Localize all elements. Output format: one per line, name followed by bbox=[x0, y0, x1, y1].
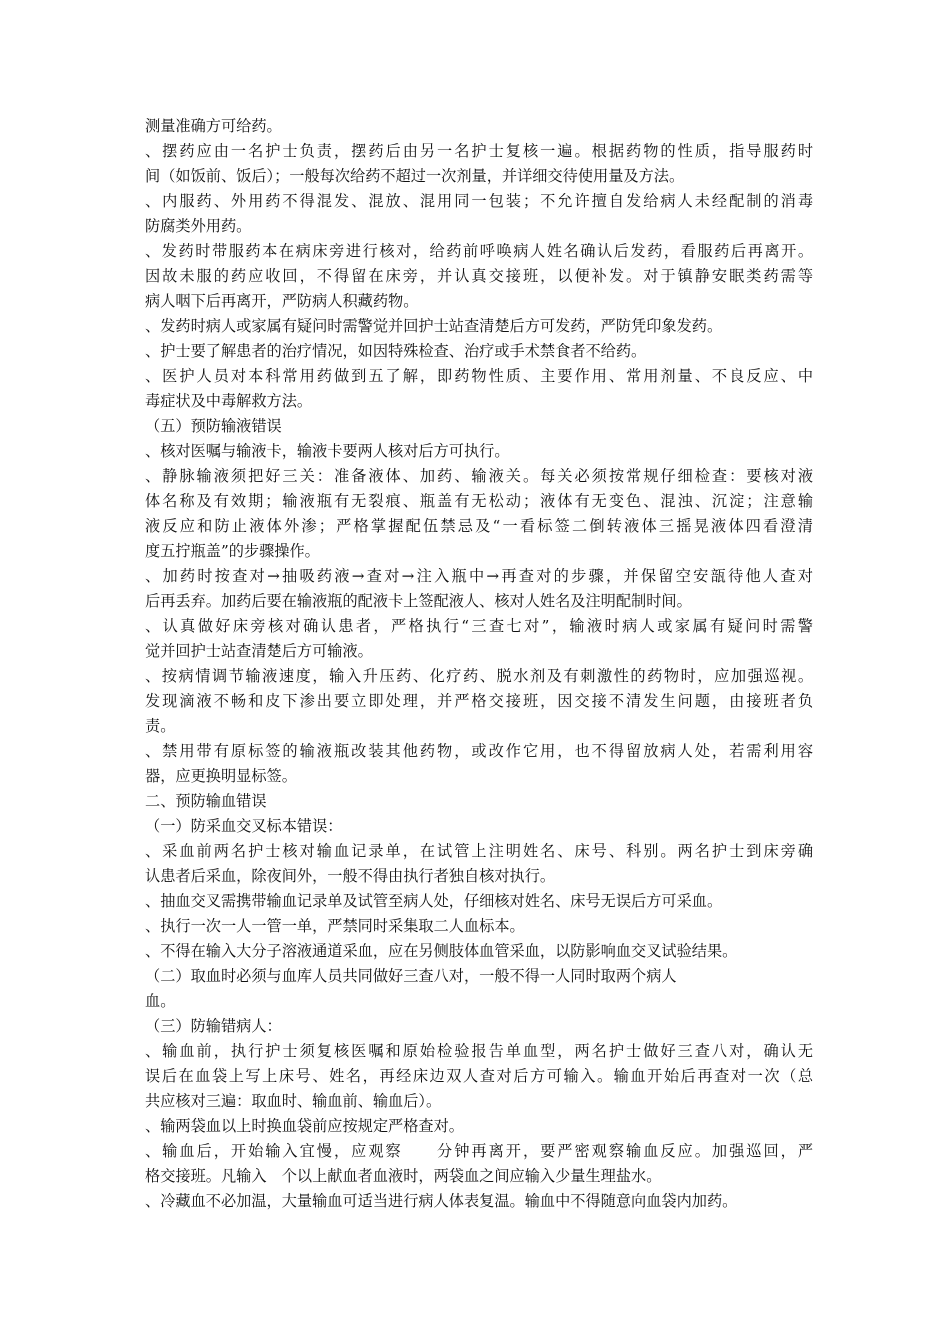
text-line: 后再丢弃。加药后要在输液瓶的配液卡上签配液人、核对人姓名及注明配制时间。 bbox=[145, 592, 692, 610]
text-line: 、护士要了解患者的治疗情况，如因特殊检查、治疗或手术禁食者不给药。 bbox=[145, 342, 647, 360]
text-line: 、静脉输液须把好三关：准备液体、加药、输液关。每关必须按常规仔细检查：要核对液 bbox=[145, 467, 813, 485]
text-line: 体名称及有效期；输液瓶有无裂痕、瓶盖有无松动；液体有无变色、混浊、沉淀；注意输 bbox=[145, 492, 813, 510]
text-line: 、按病情调节输液速度，输入升压药、化疗药、脱水剂及有刺激性的药物时，应加强巡视。 bbox=[145, 667, 813, 685]
text-line: 、内服药、外用药不得混发、混放、混用同一包装；不允许擅自发给病人未经配制的消毒 bbox=[145, 192, 813, 210]
text-line: 血。 bbox=[145, 992, 176, 1010]
text-line: 觉并回护士站查清楚后方可输液。 bbox=[145, 642, 373, 660]
text-line: 、输两袋血以上时换血袋前应按规定严格查对。 bbox=[145, 1117, 464, 1135]
text-line: 、发药时病人或家属有疑问时需警觉并回护士站查清楚后方可发药，严防凭印象发药。 bbox=[145, 317, 723, 335]
text-line: 、核对医嘱与输液卡，输液卡要两人核对后方可执行。 bbox=[145, 442, 510, 460]
text-line: （一）防采血交叉标本错误： bbox=[145, 817, 343, 835]
text-line: 度五拧瓶盖”的步骤操作。 bbox=[145, 542, 320, 560]
text-line: 、冷藏血不必加温，大量输血可适当进行病人体表复温。输血中不得随意向血袋内加药。 bbox=[145, 1192, 738, 1210]
text-line: 误后在血袋上写上床号、姓名，再经床边双人查对后方可输入。输血开始后再查对一次（总 bbox=[145, 1067, 813, 1085]
text-line: 液反应和防止液体外渗；严格掌握配伍禁忌及“一看标签二倒转液体三摇晃液体四看澄清 bbox=[145, 517, 813, 535]
text-line: 、抽血交叉需携带输血记录单及试管至病人处，仔细核对姓名、床号无误后方可采血。 bbox=[145, 892, 723, 910]
text-line: 共应核对三遍：取血时、输血前、输血后）。 bbox=[145, 1092, 442, 1110]
text-line: 、加药时按查对→抽吸药液→查对→注入瓶中→再查对的步骤，并保留空安瓿待他人查对 bbox=[145, 567, 813, 585]
document-body bbox=[145, 114, 813, 1214]
text-line: （五）预防输液错误 bbox=[145, 417, 282, 435]
text-line: 、医护人员对本科常用药做到五了解，即药物性质、主要作用、常用剂量、不良反应、中 bbox=[145, 367, 813, 385]
text-line: 毒症状及中毒解救方法。 bbox=[145, 392, 313, 410]
text-line: 测量准确方可给药。 bbox=[145, 117, 282, 135]
text-line: 、认真做好床旁核对确认患者，严格执行“三查七对”，输液时病人或家属有疑问时需警 bbox=[145, 617, 813, 635]
text-line: （三）防输错病人： bbox=[145, 1017, 282, 1035]
text-line: 、发药时带服药本在病床旁进行核对，给药前呼唤病人姓名确认后发药，看服药后再离开。 bbox=[145, 242, 813, 260]
text-line: 、摆药应由一名护士负责，摆药后由另一名护士复核一遍。根据药物的性质，指导服药时 bbox=[145, 142, 813, 160]
text-line: 病人咽下后再离开，严防病人积藏药物。 bbox=[145, 292, 419, 310]
text-line: 责。 bbox=[145, 717, 176, 735]
text-line: 认患者后采血，除夜间外，一般不得由执行者独自核对执行。 bbox=[145, 867, 556, 885]
text-line: 因故未服的药应收回，不得留在床旁，并认真交接班，以便补发。对于镇静安眠类药需等 bbox=[145, 267, 813, 285]
text-line: 发现滴液不畅和皮下渗出要立即处理，并严格交接班，因交接不清发生问题，由接班者负 bbox=[145, 692, 813, 710]
text-line: 、采血前两名护士核对输血记录单，在试管上注明姓名、床号、科别。两名护士到床旁确 bbox=[145, 842, 813, 860]
text-line: 间（如饭前、饭后）；一般每次给药不超过一次剂量，并详细交待使用量及方法。 bbox=[145, 167, 685, 185]
text-line: 、输血前，执行护士须复核医嘱和原始检验报告单血型，两名护士做好三查八对，确认无 bbox=[145, 1042, 813, 1060]
text-line: 、执行一次一人一管一单，严禁同时采集取二人血标本。 bbox=[145, 917, 525, 935]
text-line: （二）取血时必须与血库人员共同做好三查八对，一般不得一人同时取两个病人 bbox=[145, 967, 677, 985]
text-line: 、禁用带有原标签的输液瓶改装其他药物，或改作它用，也不得留放病人处，若需利用容 bbox=[145, 742, 813, 760]
text-line: 、输血后，开始输入宜慢，应观察 分钟再离开，要严密观察输血反应。加强巡回，严 bbox=[145, 1142, 813, 1160]
text-line: 防腐类外用药。 bbox=[145, 217, 252, 235]
text-line: 器，应更换明显标签。 bbox=[145, 767, 297, 785]
text-line: 二、预防输血错误 bbox=[145, 792, 267, 810]
text-line: 格交接班。凡输入 个以上献血者血液时，两袋血之间应输入少量生理盐水。 bbox=[145, 1167, 662, 1185]
text-line: 、不得在输入大分子溶液通道采血，应在另侧肢体血管采血，以防影响血交叉试验结果。 bbox=[145, 942, 738, 960]
